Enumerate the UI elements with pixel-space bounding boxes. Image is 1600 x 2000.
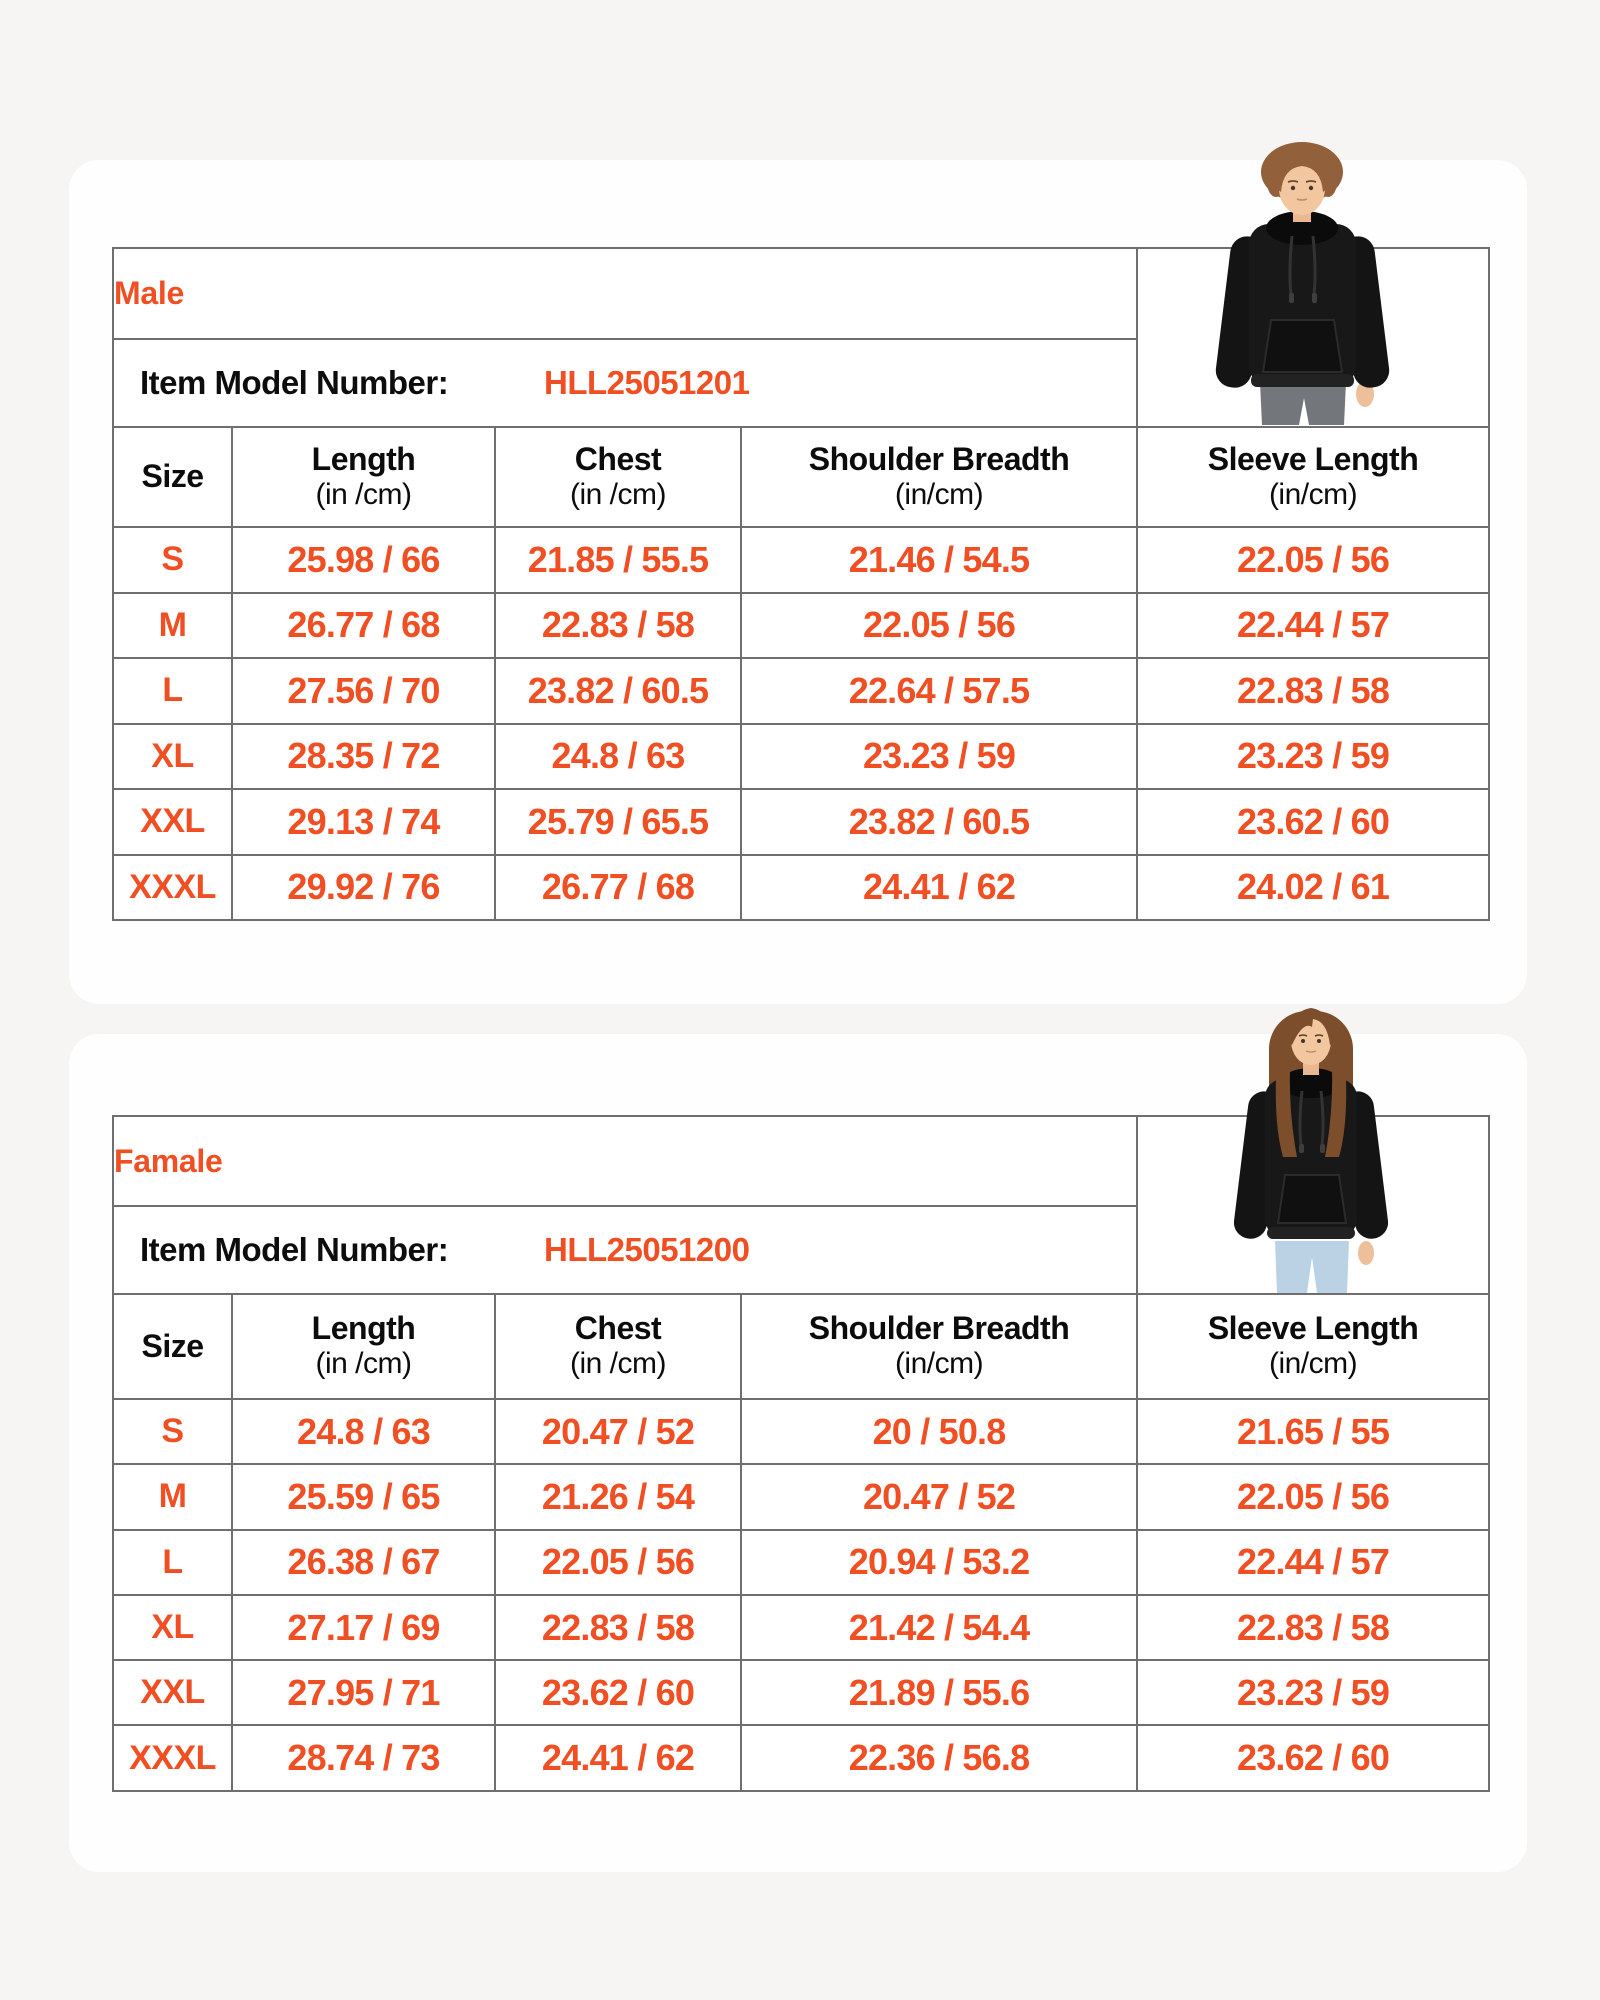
sleeve-cell: 22.05 / 56 — [1137, 527, 1489, 593]
male-photo-cell — [1137, 248, 1489, 427]
size-cell: XL — [113, 724, 232, 790]
length-cell: 29.92 / 76 — [232, 855, 495, 921]
male-size-table — [112, 247, 1490, 921]
chest-cell: 25.79 / 65.5 — [495, 789, 741, 855]
male-row-xl — [113, 724, 1489, 790]
female-header-row — [113, 1294, 1489, 1399]
male-header-sleeve: Sleeve Length (in/cm) — [1137, 427, 1489, 527]
sleeve-cell: 22.44 / 57 — [1137, 1530, 1489, 1595]
length-cell: 27.56 / 70 — [232, 658, 495, 724]
male-row-m — [113, 593, 1489, 659]
female-row-m — [113, 1464, 1489, 1529]
female-model-number-value: HLL25051200 — [544, 1231, 750, 1268]
size-cell: M — [113, 1464, 232, 1529]
chest-cell: 26.77 / 68 — [495, 855, 741, 921]
model-number-label: Item Model Number: — [140, 1231, 449, 1268]
male-model-number-cell — [113, 339, 1137, 427]
sleeve-cell: 23.62 / 60 — [1137, 789, 1489, 855]
female-photo-cell — [1137, 1116, 1489, 1294]
shoulder-cell: 20.94 / 53.2 — [741, 1530, 1137, 1595]
shoulder-cell: 20.47 / 52 — [741, 1464, 1137, 1529]
model-number-label: Item Model Number: — [140, 364, 449, 401]
female-row-xl — [113, 1595, 1489, 1660]
female-row-xxxl — [113, 1725, 1489, 1790]
length-cell: 26.38 / 67 — [232, 1530, 495, 1595]
chest-cell: 22.05 / 56 — [495, 1530, 741, 1595]
sleeve-cell: 22.05 / 56 — [1137, 1464, 1489, 1529]
female-header-length: Length (in /cm) — [232, 1294, 495, 1399]
shoulder-cell: 22.64 / 57.5 — [741, 658, 1137, 724]
chest-cell: 23.62 / 60 — [495, 1660, 741, 1725]
sleeve-cell: 22.83 / 58 — [1137, 658, 1489, 724]
male-header-length: Length (in /cm) — [232, 427, 495, 527]
chest-cell: 20.47 / 52 — [495, 1399, 741, 1464]
female-gender-cell — [113, 1116, 1137, 1206]
chest-cell: 22.83 / 58 — [495, 593, 741, 659]
female-size-table — [112, 1115, 1490, 1792]
size-cell: XXL — [113, 789, 232, 855]
male-gender-row — [113, 248, 1489, 339]
size-cell: M — [113, 593, 232, 659]
male-header-row — [113, 427, 1489, 527]
shoulder-cell: 22.05 / 56 — [741, 593, 1137, 659]
chest-cell: 23.82 / 60.5 — [495, 658, 741, 724]
size-cell: XXXL — [113, 1725, 232, 1790]
female-header-sleeve: Sleeve Length (in/cm) — [1137, 1294, 1489, 1399]
sleeve-cell: 24.02 / 61 — [1137, 855, 1489, 921]
male-row-s — [113, 527, 1489, 593]
female-header-size: Size — [113, 1294, 232, 1399]
female-header-shoulder: Shoulder Breadth (in/cm) — [741, 1294, 1137, 1399]
size-cell: XXL — [113, 1660, 232, 1725]
male-header-size: Size — [113, 427, 232, 527]
shoulder-cell: 21.89 / 55.6 — [741, 1660, 1137, 1725]
length-cell: 29.13 / 74 — [232, 789, 495, 855]
female-row-l — [113, 1530, 1489, 1595]
length-cell: 28.35 / 72 — [232, 724, 495, 790]
chest-cell: 24.41 / 62 — [495, 1725, 741, 1790]
shoulder-cell: 22.36 / 56.8 — [741, 1725, 1137, 1790]
length-cell: 28.74 / 73 — [232, 1725, 495, 1790]
male-model-number-value: HLL25051201 — [544, 364, 750, 401]
shoulder-cell: 20 / 50.8 — [741, 1399, 1137, 1464]
male-header-chest: Chest (in /cm) — [495, 427, 741, 527]
female-gender-row — [113, 1116, 1489, 1206]
sleeve-cell: 23.62 / 60 — [1137, 1725, 1489, 1790]
chest-cell: 24.8 / 63 — [495, 724, 741, 790]
size-cell: L — [113, 1530, 232, 1595]
size-cell: XL — [113, 1595, 232, 1660]
length-cell: 25.98 / 66 — [232, 527, 495, 593]
shoulder-cell: 23.23 / 59 — [741, 724, 1137, 790]
sleeve-cell: 23.23 / 59 — [1137, 1660, 1489, 1725]
chest-cell: 21.85 / 55.5 — [495, 527, 741, 593]
male-row-l — [113, 658, 1489, 724]
size-cell: S — [113, 527, 232, 593]
male-gender-label: Male — [114, 275, 184, 311]
size-cell: S — [113, 1399, 232, 1464]
shoulder-cell: 21.46 / 54.5 — [741, 527, 1137, 593]
shoulder-cell: 24.41 / 62 — [741, 855, 1137, 921]
shoulder-cell: 23.82 / 60.5 — [741, 789, 1137, 855]
female-gender-label: Famale — [114, 1142, 223, 1179]
female-model-number-cell — [113, 1206, 1137, 1294]
male-gender-cell — [113, 248, 1137, 339]
sleeve-cell: 21.65 / 55 — [1137, 1399, 1489, 1464]
length-cell: 26.77 / 68 — [232, 593, 495, 659]
female-row-s — [113, 1399, 1489, 1464]
shoulder-cell: 21.42 / 54.4 — [741, 1595, 1137, 1660]
female-header-chest: Chest (in /cm) — [495, 1294, 741, 1399]
length-cell: 27.95 / 71 — [232, 1660, 495, 1725]
male-header-shoulder: Shoulder Breadth (in/cm) — [741, 427, 1137, 527]
sleeve-cell: 22.44 / 57 — [1137, 593, 1489, 659]
length-cell: 24.8 / 63 — [232, 1399, 495, 1464]
chest-cell: 22.83 / 58 — [495, 1595, 741, 1660]
size-cell: L — [113, 658, 232, 724]
sleeve-cell: 23.23 / 59 — [1137, 724, 1489, 790]
size-cell: XXXL — [113, 855, 232, 921]
female-row-xxl — [113, 1660, 1489, 1725]
male-row-xxl — [113, 789, 1489, 855]
male-row-xxxl — [113, 855, 1489, 921]
chest-cell: 21.26 / 54 — [495, 1464, 741, 1529]
length-cell: 25.59 / 65 — [232, 1464, 495, 1529]
sleeve-cell: 22.83 / 58 — [1137, 1595, 1489, 1660]
length-cell: 27.17 / 69 — [232, 1595, 495, 1660]
